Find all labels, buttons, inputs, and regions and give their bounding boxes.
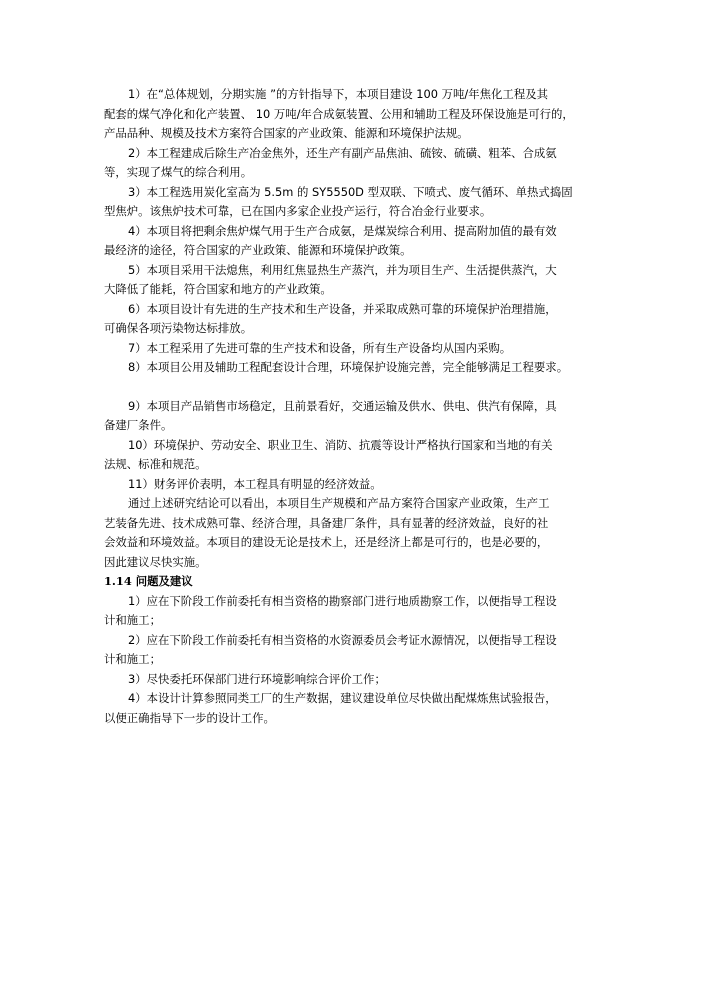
paragraph-line: 配套的煤气净化和化产装置、 10 万吨/年合成氨装置、公用和辅助工程及环保设施是可行的， bbox=[104, 106, 574, 121]
paragraph-line: 6）本项目设计有先进的生产技术和生产设备，并采取成熟可靠的环境保护治理措施， bbox=[128, 301, 557, 316]
paragraph-line: 最经济的途径，符合国家的产业政策、能源和环境保护政策。 bbox=[104, 243, 412, 257]
paragraph-line: 因此建议尽快实施。 bbox=[104, 554, 207, 569]
paragraph-line: 7）本工程采用了先进可靠的生产技术和设备，所有生产设备均从国内采购。 bbox=[128, 340, 512, 355]
paragraph-line: 2）应在下阶段工作前委托有相当资格的水资源委员会考证水源情况，以便指导工程设 bbox=[128, 632, 557, 647]
paragraph-line: 8）本项目公用及辅助工程配套设计合理，环境保护设施完善，完全能够满足工程要求。 bbox=[128, 360, 569, 374]
paragraph-line: 型焦炉。该焦炉技术可靠，已在国内多家企业投产运行，符合冶金行业要求。 bbox=[104, 204, 492, 218]
paragraph-line: 5）本项目采用干法熄焦，利用红焦显热生产蒸汽，并为项目生产、生活提供蒸汽，大 bbox=[128, 262, 557, 277]
paragraph-line: 等，实现了煤气的综合利用。 bbox=[104, 165, 253, 179]
paragraph-line: 3）本工程选用炭化室高为 5.5m 的 SY5550D 型双联、下喷式、废气循环、单热式捣固 bbox=[128, 184, 573, 199]
paragraph-line: 以便正确指导下一步的设计工作。 bbox=[104, 710, 275, 725]
paragraph-line: 3）尽快委托环保部门进行环境影响综合评价工作； bbox=[128, 671, 386, 686]
document-body bbox=[104, 85, 604, 728]
paragraph-line: 可确保各项污染物达标排放。 bbox=[104, 321, 253, 335]
paragraph-line: 备建厂条件。 bbox=[104, 418, 173, 432]
paragraph-line: 法规、标准和规范。 bbox=[104, 457, 207, 471]
paragraph-line: 艺装备先进、技术成熟可靠、经济合理，具备建厂条件，具有显著的经济效益，良好的社 bbox=[104, 515, 549, 530]
paragraph-line: 会效益和环境效益。本项目的建设无论是技术上，还是经济上都是可行的，也是必要的， bbox=[104, 535, 549, 549]
paragraph-line: 4）本设计计算参照同类工厂的生产数据，建议建设单位尽快做出配煤炼焦试验报告， bbox=[128, 691, 557, 705]
paragraph-line: 4）本项目将把剩余焦炉煤气用于生产合成氨，是煤炭综合利用、提高附加值的最有效 bbox=[128, 223, 557, 238]
paragraph-line: 通过上述研究结论可以看出，本项目生产规模和产品方案符合国家产业政策，生产工 bbox=[128, 496, 550, 510]
section-heading: 1.14 问题及建议 bbox=[104, 574, 193, 588]
paragraph-line: 产品品种、规模及技术方案符合国家的产业政策、能源和环境保护法规。 bbox=[104, 126, 469, 140]
paragraph-line: 计和施工； bbox=[104, 652, 161, 666]
paragraph-line: 1）在“总体规划，分期实施 ”的方针指导下，本项目建设 100 万吨/年焦化工程及其 bbox=[128, 87, 548, 101]
paragraph-line: 1）应在下阶段工作前委托有相当资格的勘察部门进行地质勘察工作，以便指导工程设 bbox=[128, 593, 557, 608]
paragraph-line: 大降低了能耗，符合国家和地方的产业政策。 bbox=[104, 282, 332, 296]
paragraph-line: 9）本项目产品销售市场稳定，且前景看好，交通运输及供水、供电、供汽有保障，具 bbox=[128, 398, 557, 413]
paragraph-line: 计和施工； bbox=[104, 613, 161, 627]
paragraph-line: 10）环境保护、劳动安全、职业卫生、消防、抗震等设计严格执行国家和当地的有关 bbox=[128, 437, 553, 452]
paragraph-line: 11）财务评价表明，本工程具有明显的经济效益。 bbox=[128, 476, 382, 491]
paragraph-line: 2）本工程建成后除生产冶金焦外，还生产有副产品焦油、硫铵、硫磺、粗苯、合成氨 bbox=[128, 145, 557, 160]
blank-line bbox=[104, 378, 604, 397]
